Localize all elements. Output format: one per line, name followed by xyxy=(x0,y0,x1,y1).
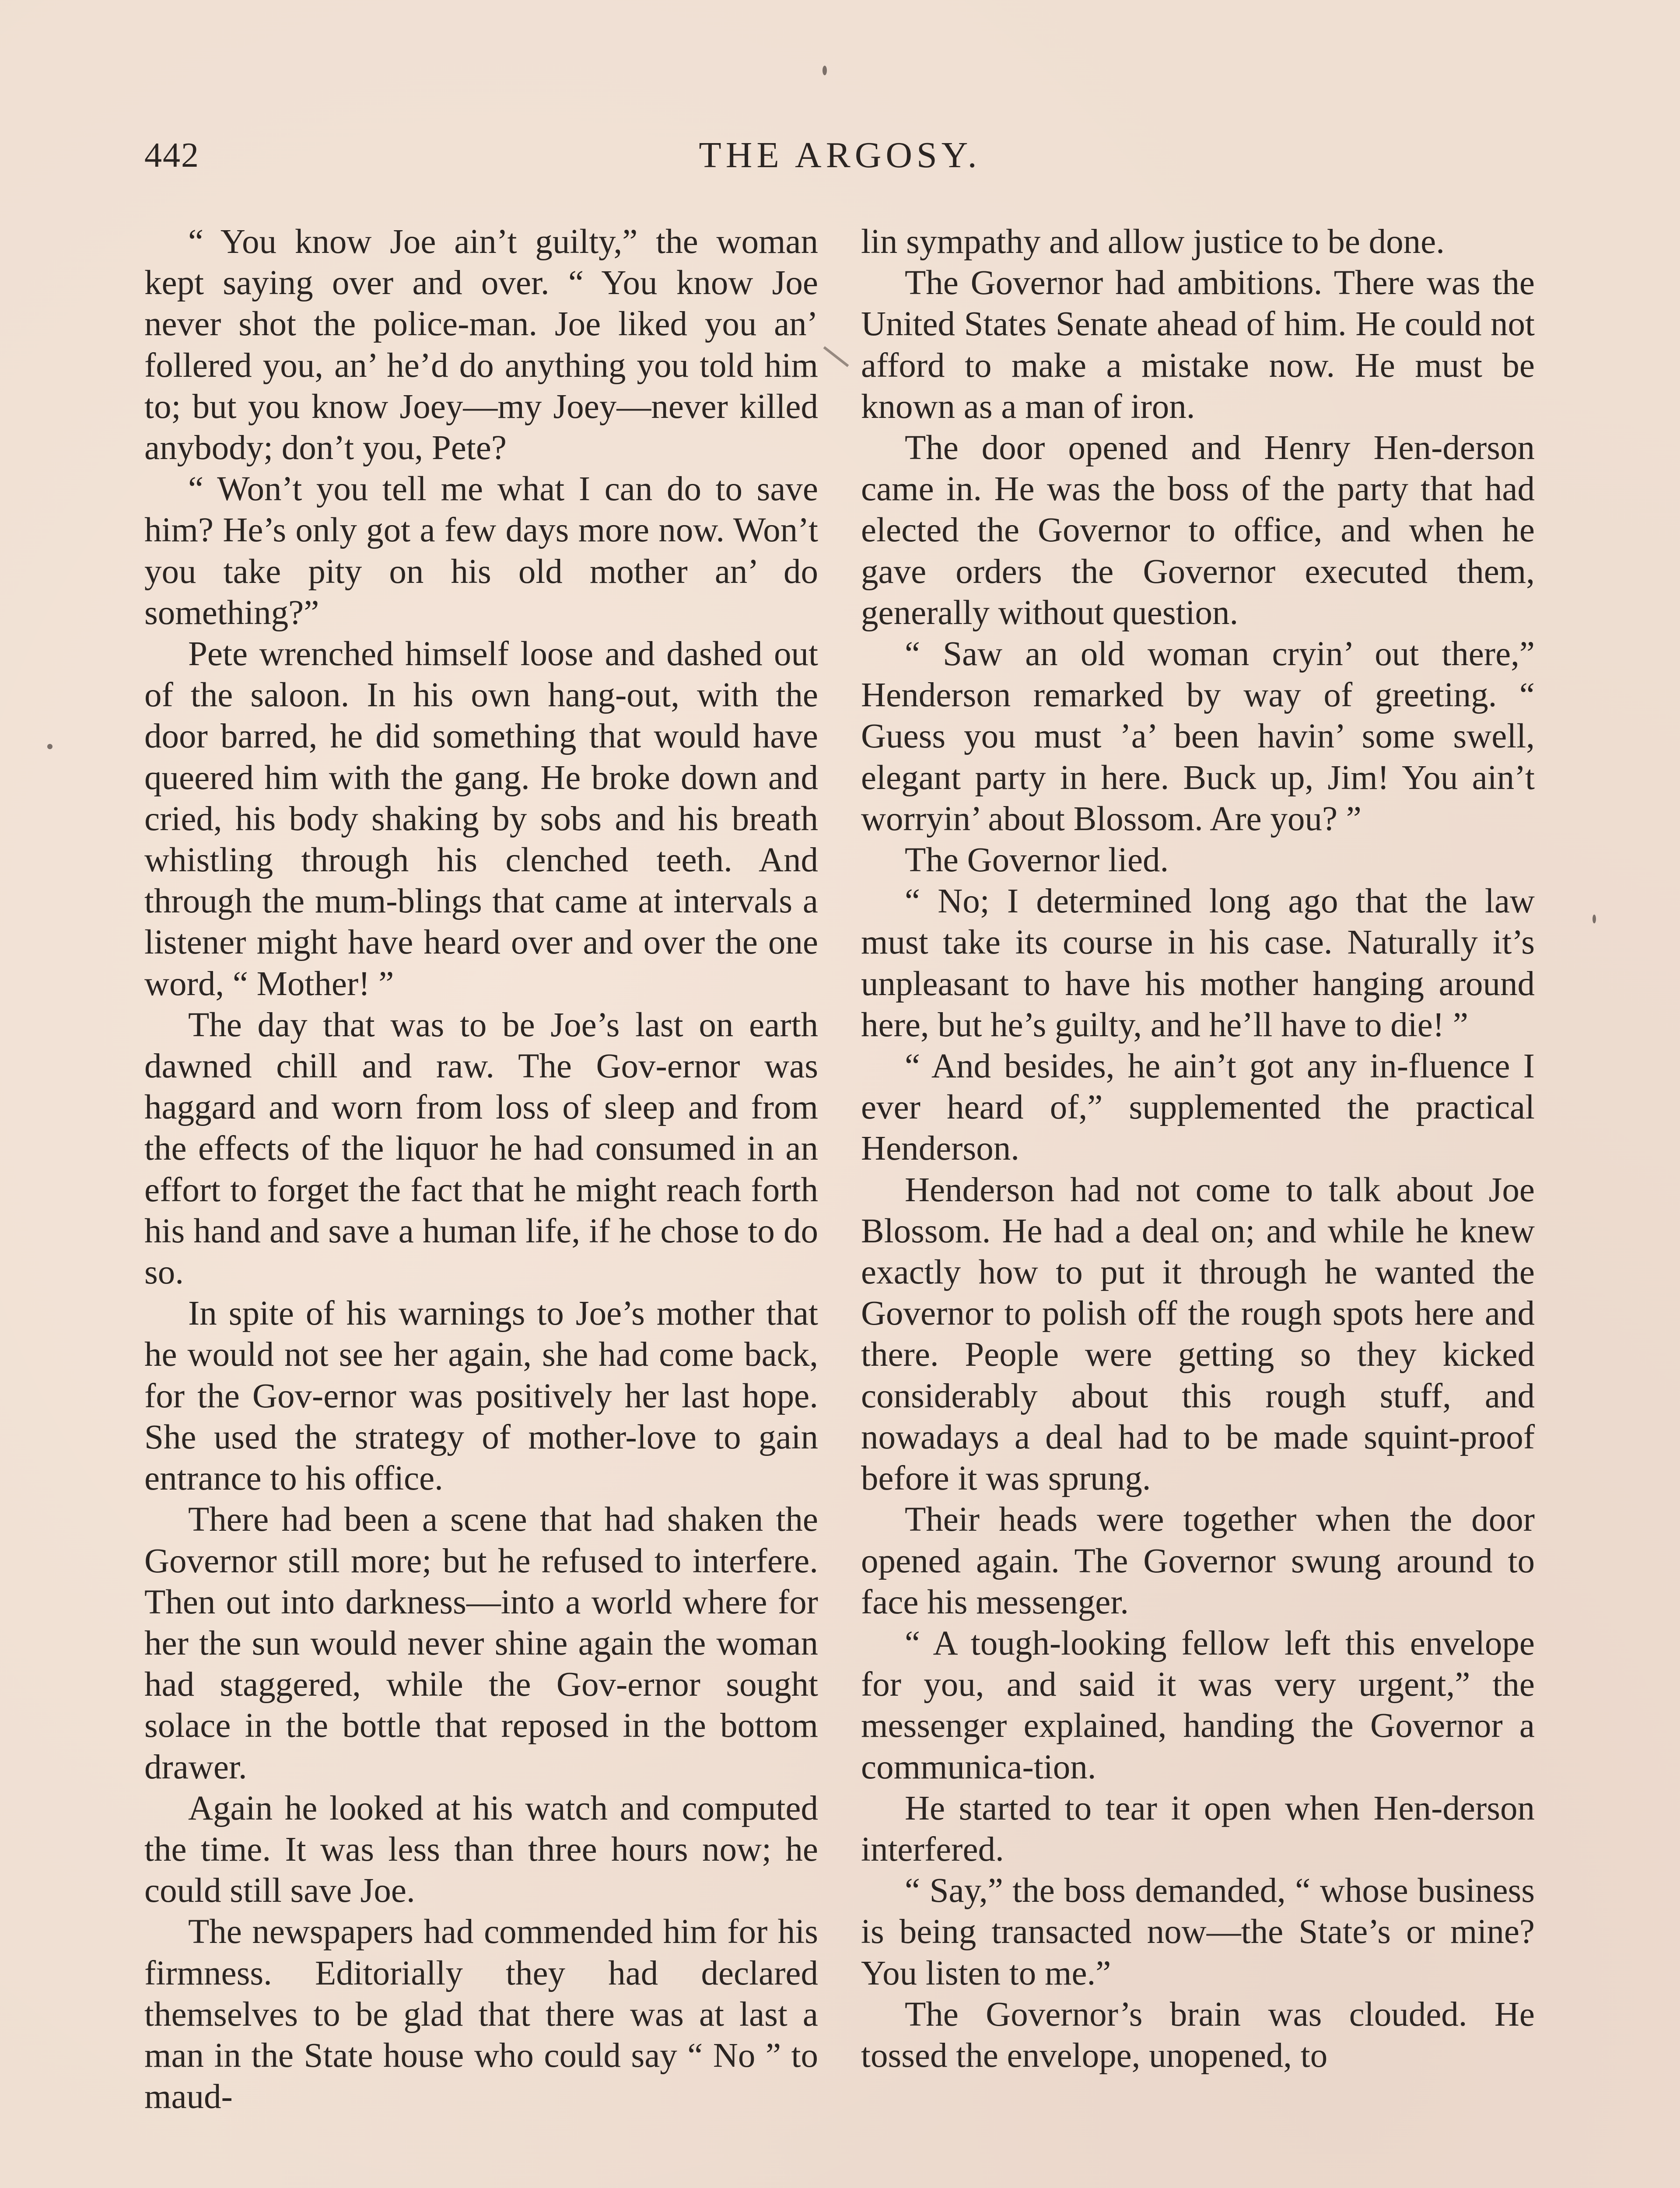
running-title: THE ARGOSY. xyxy=(699,135,981,175)
paragraph: Henderson had not come to talk about Joe Blossom. He had a deal on; and while he knew exactly how to put it through he wanted the Governor to polish off the rough spots here and there. People were getting so they kicked considerably about this rough stuff, and nowadays a deal had to be made squint-proof before it was sprung. xyxy=(861,1171,1535,1498)
paragraph-continued: lin sympathy and allow justice to be done. xyxy=(861,223,1445,261)
paragraph: The Governor had ambitions. There was the United States Senate ahead of him. He could not afford to make a mistake now. He must be known as a man of iron. xyxy=(861,264,1535,426)
right-column xyxy=(861,221,1535,2076)
paragraph: Their heads were together when the door opened again. The Governor swung around to face his messenger. xyxy=(861,1501,1535,1621)
paragraph: “ And besides, he ain’t got any in-fluence I ever heard of,” supplemented the practical Henderson. xyxy=(861,1047,1535,1168)
paragraph: “ A tough-looking fellow left this envelope for you, and said it was very urgent,” the messenger explained, handing the Governor a communica-tion. xyxy=(861,1624,1535,1786)
left-column xyxy=(144,221,818,2118)
paragraph: He started to tear it open when Hen-derson interfered. xyxy=(861,1789,1535,1869)
paragraph: Pete wrenched himself loose and dashed out of the saloon. In his own hang-out, with the door barred, he did something that would have queered him with the gang. He broke down and cried, his body shaking by sobs and his breath whistling through his clenched teeth. And through the mum-blings that came at intervals a listener might have heard over and over the one word, “ Mother! ” xyxy=(144,635,818,1003)
paper-speck xyxy=(822,66,827,75)
paper-speck xyxy=(47,744,52,749)
paragraph: The Governor’s brain was clouded. He tossed the envelope, unopened, to xyxy=(861,1995,1535,2075)
paragraph: The day that was to be Joe’s last on earth dawned chill and raw. The Gov-ernor was haggard and worn from loss of sleep and from the effects of the liquor he had consumed in an effort to forget the fact that he might reach forth his hand and save a human life, if he chose to do so. xyxy=(144,1006,818,1292)
paragraph: Again he looked at his watch and computed the time. It was less than three hours now; he could still save Joe. xyxy=(144,1789,818,1910)
paragraph: “ Won’t you tell me what I can do to save him? He’s only got a few days more now. Won’t you take pity on his old mother an’ do something?” xyxy=(144,470,818,632)
paragraph: The door opened and Henry Hen-derson came in. He was the boss of the party that had elected the Governor to office, and when he gave orders the Governor executed them, generally without question. xyxy=(861,429,1535,632)
page-number: 442 xyxy=(144,136,200,175)
paragraph: “ Saw an old woman cryin’ out there,” Henderson remarked by way of greeting. “ Guess you must ’a’ been havin’ some swell, elegant party in here. Buck up, Jim! You ain’t worryin’ about Blossom. Are you? ” xyxy=(861,635,1535,838)
paragraph: “ No; I determined long ago that the law must take its course in his case. Naturally it’s unpleasant to have his mother hanging around here, but he’s guilty, and he’ll have to die! ” xyxy=(861,882,1535,1044)
paragraph: In spite of his warnings to Joe’s mother that he would not see her again, she had come back, for the Gov-ernor was positively her last hope. She used the strategy of mother-love to gain entrance to his office. xyxy=(144,1294,818,1498)
paragraph: “ Say,” the boss demanded, “ whose business is being transacted now—the State’s or mine? You listen to me.” xyxy=(861,1872,1535,1992)
paper-speck xyxy=(1592,915,1596,923)
paragraph: “ You know Joe ain’t guilty,” the woman kept saying over and over. “ You know Joe never shot the police-man. Joe liked you an’ follered you, an’ he’d do anything you told him to; but you know Joey—my Joey—never killed anybody; don’t you, Pete? xyxy=(144,223,818,467)
paragraph: The Governor lied. xyxy=(905,841,1169,880)
page-header xyxy=(144,131,1536,179)
paragraph: The newspapers had commended him for his firmness. Editorially they had declared themselves to be glad that there was at last a man in the State house who could say “ No ” to maud- xyxy=(144,1913,818,2116)
paragraph: There had been a scene that had shaken the Governor still more; but he refused to interfere. Then out into darkness—into a world where for her the sun would never shine again the woman had staggered, while the Gov-ernor sought solace in the bottle that reposed in the bottom drawer. xyxy=(144,1501,818,1786)
